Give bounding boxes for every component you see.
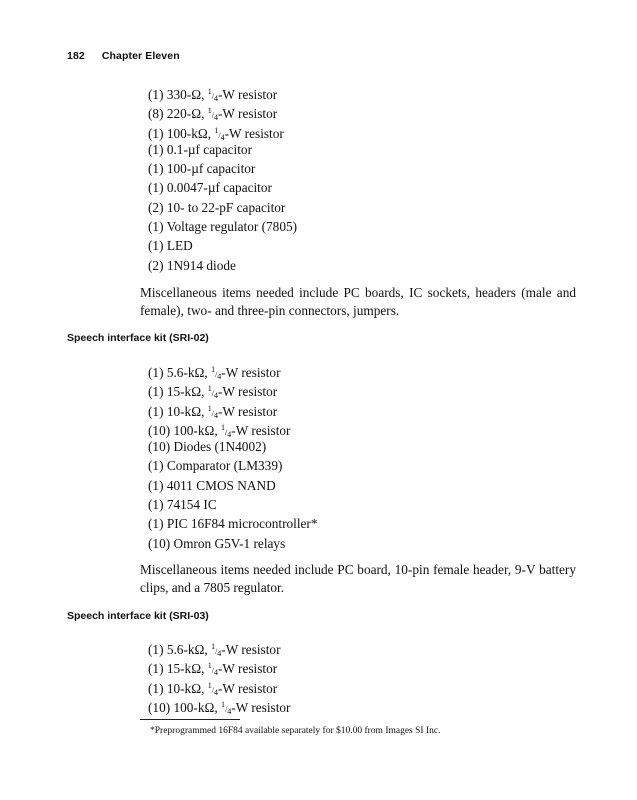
kit3-heading: Speech interface kit (SRI-03) [67,610,209,622]
kit3-parts-list [148,637,290,714]
item-text: (8) 220-Ω, [148,106,208,122]
fraction: 1/4 [221,699,232,716]
list-item [148,198,297,217]
list-item [148,534,318,553]
list-item [148,495,318,514]
fraction-numerator: 1 [207,680,212,690]
fraction-numerator: 1 [207,384,212,394]
list-item [148,637,290,656]
item-text-suffix: -W resistor [221,642,281,657]
list-item [148,437,318,456]
fraction: 1/4 [207,106,218,123]
item-text-suffix: -W resistor [231,699,291,715]
item-text: (1) 15-kΩ, [148,384,208,400]
fraction-numerator: 1 [221,699,226,709]
fraction-denominator: 4 [227,429,232,439]
list-item [148,256,297,275]
item-text: (10) 100-kΩ, [148,699,222,715]
fraction: 1/4 [211,365,222,381]
item-text-suffix: -W resistor [217,403,278,419]
fraction: 1/4 [207,384,218,401]
footnote-rule [140,719,240,720]
item-text: (2) 10- to 22-pF capacitor [148,199,286,215]
fraction-denominator: 4 [213,687,218,697]
list-item [148,217,297,236]
fraction-denominator: 4 [220,132,225,142]
item-text-suffix: -W resistor [217,680,278,696]
fraction-numerator: 1 [221,422,226,432]
fraction-numerator: 1 [211,365,216,374]
list-item [148,695,290,714]
list-item [148,159,297,178]
list-item [148,140,297,159]
list-item [148,399,318,418]
item-text: (1) 5.6-kΩ, [148,365,212,380]
item-text-suffix: -W resistor [224,125,284,141]
item-text: (1) 10-kΩ, [148,403,208,419]
fraction-denominator: 4 [213,94,218,103]
fraction: 1/4 [207,87,218,103]
fraction-denominator: 4 [217,649,222,658]
fraction-denominator: 4 [213,113,218,123]
item-text: (2) 1N914 diode [148,257,236,273]
list-item [148,82,297,101]
item-text: (1) 5.6-kΩ, [148,642,212,657]
item-text: (1) Comparator (LM339) [148,458,283,474]
fraction-numerator: 1 [207,403,212,413]
fraction-numerator: 1 [207,106,212,116]
kit2-parts-list [148,360,318,553]
kit2-heading: Speech interface kit (SRI-02) [67,332,209,344]
kit2-misc-paragraph: Miscellaneous items needed include PC board, 10-pin female header, 9-V battery clips, and a 7805 regulator. [140,562,576,595]
list-item [148,236,297,255]
item-text: (1) 100-µf capacitor [148,161,256,177]
item-text-suffix: -W resistor [217,661,278,677]
page-number: 182 [67,50,85,62]
item-text: (1) 0.1-µf capacitor [148,141,253,157]
item-text: (1) Voltage regulator (7805) [148,219,298,235]
item-text: (1) 4011 CMOS NAND [148,477,276,493]
list-item [148,514,318,533]
fraction-numerator: 1 [207,87,212,96]
item-text: (10) Diodes (1N4002) [148,439,267,455]
list-item [148,476,318,495]
item-text: (1) LED [148,238,193,254]
fraction: 1/4 [207,403,218,420]
item-text: (1) 0.0047-µf capacitor [148,180,272,196]
fraction: 1/4 [207,680,218,697]
running-header [67,50,180,62]
item-text: (10) 100-kΩ, [148,422,222,438]
list-item [148,178,297,197]
fraction: 1/4 [221,422,232,439]
fraction-numerator: 1 [211,642,216,651]
list-item [148,676,290,695]
item-text-suffix: -W resistor [217,106,278,122]
fraction-numerator: 1 [207,661,212,671]
item-text: (1) 100-kΩ, [148,125,215,141]
item-text-suffix: -W resistor [221,365,281,380]
fraction: 1/4 [214,125,225,142]
list-item [148,360,318,379]
kit1-parts-list [148,82,297,275]
item-text: (1) 10-kΩ, [148,680,208,696]
item-text-suffix: -W resistor [217,384,278,400]
fraction-denominator: 4 [213,668,218,678]
item-text-suffix: -W resistor [231,422,291,438]
list-item [148,101,297,123]
item-text: (10) Omron G5V-1 relays [148,535,286,551]
fraction: 1/4 [211,642,222,658]
list-item [148,456,318,475]
fraction: 1/4 [207,661,218,678]
kit1-misc-paragraph: Miscellaneous items needed include PC boards, IC sockets, headers (male and female), two- and three-pin connectors, jumpers. [140,285,576,318]
item-text: (1) 74154 IC [148,497,217,513]
chapter-title: Chapter Eleven [101,50,180,62]
list-item [148,418,318,437]
item-text: (1) PIC 16F84 microcontroller* [148,516,318,532]
item-text: (1) 15-kΩ, [148,661,208,677]
footnote: *Preprogrammed 16F84 available separately for $10.00 from Images SI Inc. [150,726,441,736]
list-item [148,379,318,401]
fraction-denominator: 4 [227,706,232,716]
fraction-denominator: 4 [213,410,218,420]
fraction-numerator: 1 [214,125,219,135]
list-item [148,121,297,140]
fraction-denominator: 4 [217,372,222,381]
item-text-suffix: -W resistor [217,87,278,102]
list-item [148,656,290,678]
item-text: (1) 330-Ω, [148,87,208,102]
fraction-denominator: 4 [213,391,218,401]
